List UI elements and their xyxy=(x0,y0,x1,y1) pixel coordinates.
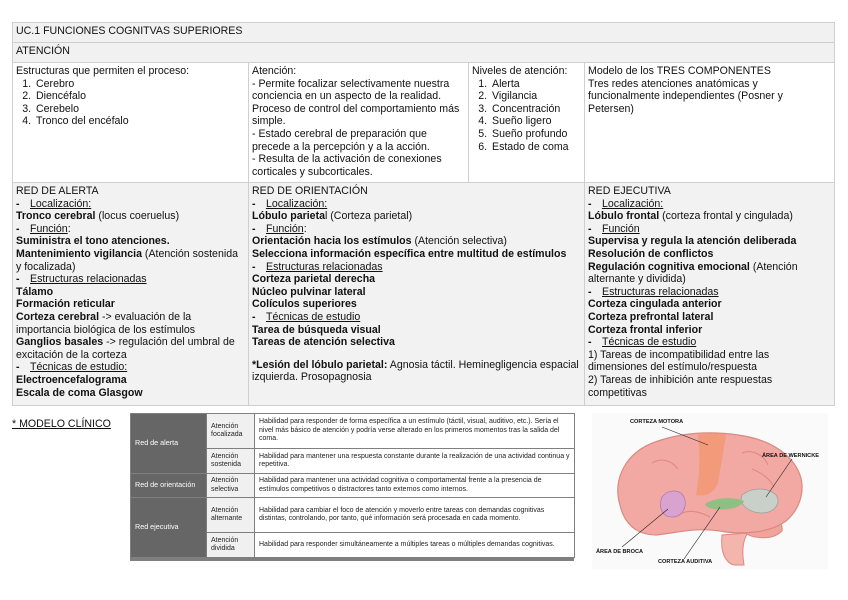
alert-s4-bold: Ganglios basales xyxy=(16,336,104,349)
list-item: 1. Cerebro xyxy=(34,78,245,91)
orient-t1: Tarea de búsqueda visual xyxy=(252,323,381,336)
model-title: Modelo de los TRES COMPONENTES xyxy=(588,65,771,77)
orient-func1-rest: (Atención selectiva) xyxy=(411,235,507,248)
unit-title: UC.1 FUNCIONES COGNITVAS SUPERIORES xyxy=(13,23,835,43)
orient-loc-bold: Lóbulo parieta xyxy=(252,210,325,223)
dash: - xyxy=(588,336,592,349)
list-item: 1. Alerta xyxy=(490,78,581,91)
lesion-bold: *Lesión del lóbulo parietal: xyxy=(252,358,388,371)
alert-tech-label: Técnicas de estudio: xyxy=(30,361,128,374)
dash: - xyxy=(16,273,20,286)
sub-sostenida: Atención sostenida xyxy=(207,449,255,474)
exec-title: RED EJECUTIVA xyxy=(588,185,671,197)
exec-loc-label: Localización: xyxy=(602,197,664,210)
attention-p2: - Estado cerebral de preparación que precede a la percepción y a la acción. xyxy=(252,127,430,153)
exec-func-label: Función xyxy=(602,222,640,235)
list-item: 4. Tronco del encéfalo xyxy=(34,115,245,128)
exec-func3-rest: (Atención alternante y dividida) xyxy=(588,260,798,286)
orient-loc-label: Localización: xyxy=(266,197,328,210)
desc-alternante: Habilidad para cambiar el foco de atención y moverlo entre tareas con demandas cognitivas distintas, controlando, por tanto, qué información será procesada en cada momento. xyxy=(255,498,575,533)
alert-title: RED DE ALERTA xyxy=(16,185,99,197)
broca-area xyxy=(660,491,685,517)
orient-tech-label: Técnicas de estudio xyxy=(266,310,361,323)
list-item: 2. Diencéfalo xyxy=(34,90,245,103)
dash: - xyxy=(588,285,592,298)
alert-loc-rest: (locus coeruelus) xyxy=(95,210,180,223)
exec-func3-bold: Regulación cognitiva emocional xyxy=(588,260,750,273)
broca-label: ÁREA DE BROCA xyxy=(596,549,644,555)
alert-func2-rest: (Atención sostenida y focalizada) xyxy=(16,247,238,273)
clinical-model-table xyxy=(130,413,574,561)
exec-loc-bold: Lóbulo frontal xyxy=(588,210,660,223)
alert-t1: Electroencefalograma xyxy=(16,373,127,386)
exec-struct-label: Estructuras relacionadas xyxy=(602,285,719,298)
alert-loc-label: Localización: xyxy=(30,197,92,210)
list-item: 6. Estado de coma xyxy=(490,141,581,154)
brain-stem xyxy=(722,533,748,565)
attention-table xyxy=(12,22,835,406)
alert-s3-bold: Corteza cerebral xyxy=(16,310,100,323)
dash: - xyxy=(16,222,20,235)
attention-p3: - Resulta de la activación de conexiones corticales y subcorticales. xyxy=(252,153,442,178)
exec-s1: Corteza cingulada anterior xyxy=(588,298,722,311)
desc-selectiva: Habilidad para mantener una actividad cognitiva o comportamental frente a la presencia de estímulos competitivos o distractores tanto externos como internos. xyxy=(255,474,575,498)
alert-s1: Tálamo xyxy=(16,285,54,298)
executive-network-cell xyxy=(585,183,835,406)
alert-func-label: Función xyxy=(30,222,68,235)
structures-cell xyxy=(13,63,249,183)
brain-illustration xyxy=(592,413,828,569)
orient-s3: Colículos superiores xyxy=(252,298,357,311)
orient-func2: Selecciona información específica entre multitud de estímulos xyxy=(252,247,567,260)
orient-title: RED DE ORIENTACIÓN xyxy=(252,185,368,197)
brain-diagram xyxy=(592,413,828,569)
alert-network-cell xyxy=(13,183,249,406)
lesion-rest: Agnosia táctil. Heminegligencia espacial izquierda. Prosopagnosia xyxy=(252,358,579,384)
list-item: 3. Cerebelo xyxy=(34,103,245,116)
list-item: 4. Sueño ligero xyxy=(490,115,581,128)
dash: - xyxy=(252,260,256,273)
desc-focalizada: Habilidad para responder de forma específica a un estímulo (táctil, visual, auditivo, etc.). Sería el nivel más básico de atención y podría verse alterado en los primeros momentos tras la salida del coma. xyxy=(255,414,575,449)
section-title: ATENCIÓN xyxy=(13,43,835,63)
sub-dividida: Atención dividida xyxy=(207,533,255,558)
list-item: 5. Sueño profundo xyxy=(490,128,581,141)
list-item: 3. Concentración xyxy=(490,103,581,116)
list-item: 2. Vigilancia xyxy=(490,90,581,103)
group-executive: Red ejecutiva xyxy=(131,498,207,558)
dash: - xyxy=(588,222,592,235)
structures-title: Estructuras que permiten el proceso: xyxy=(16,65,190,77)
orient-t2: Tareas de atención selectiva xyxy=(252,336,395,349)
exec-tech-label: Técnicas de estudio xyxy=(602,336,697,349)
model-cell xyxy=(585,63,835,183)
desc-sostenida: Habilidad para mantener una respuesta constante durante la realización de una actividad continua y repetitiva. xyxy=(255,449,575,474)
alert-s3-rest: -> evaluación de la importancia biológica de los estímulos xyxy=(16,310,196,336)
dash: - xyxy=(16,361,20,374)
exec-t1: 1) Tareas de incompatibilidad entre las dimensiones del estímulo/respuesta xyxy=(588,348,770,374)
alert-s4-rest: -> regulación del umbral de excitación de la corteza xyxy=(16,336,235,361)
orient-s2: Núcleo pulvinar lateral xyxy=(252,285,366,298)
orient-loc-rest: l (Corteza parietal) xyxy=(324,210,413,223)
model-text: Tres redes atenciones anatómicas y funcionalmente independientes (Posner y Petersen) xyxy=(588,77,783,115)
dash: - xyxy=(252,197,256,210)
structures-list xyxy=(16,78,245,128)
exec-t2: 2) Tareas de inhibición ante respuestas competitivas xyxy=(588,373,773,399)
orient-func-label: Función xyxy=(266,222,304,235)
attention-p1: - Permite focalizar selectivamente nuestra conciencia en un aspecto de la realidad. Proceso de control del comportamiento más simple. xyxy=(252,77,460,128)
sub-selectiva: Atención selectiva xyxy=(207,474,255,498)
alert-t2: Escala de coma Glasgow xyxy=(16,386,143,399)
auditory-label: CORTEZA AUDITIVA xyxy=(658,559,713,565)
attention-definition-cell xyxy=(249,63,469,183)
exec-func1: Supervisa y regula la atención deliberada xyxy=(588,235,797,248)
dash: - xyxy=(16,197,20,210)
levels-list xyxy=(472,78,581,154)
sub-focalizada: Atención focalizada xyxy=(207,414,255,449)
levels-title: Niveles de atención: xyxy=(472,65,568,77)
orient-s1: Corteza parietal derecha xyxy=(252,273,376,286)
alert-func2-bold: Mantenimiento vigilancia xyxy=(16,247,142,260)
dash: - xyxy=(252,310,256,323)
dash: - xyxy=(252,222,256,235)
clinical-model-label: * MODELO CLÍNICO xyxy=(12,418,111,430)
colon: : xyxy=(303,222,307,235)
orientation-network-cell xyxy=(249,183,585,406)
exec-loc-rest: (corteza frontal y cingulada) xyxy=(659,210,793,223)
group-orientation: Red de orientación xyxy=(131,474,207,498)
exec-s2: Corteza prefrontal lateral xyxy=(588,310,714,323)
sub-alternante: Atención alternante xyxy=(207,498,255,533)
notes-page xyxy=(12,22,834,406)
alert-struct-label: Estructuras relacionadas xyxy=(30,273,147,286)
alert-s2: Formación reticular xyxy=(16,298,115,311)
orient-func1-bold: Orientación hacia los estímulos xyxy=(252,235,412,248)
alert-func1: Suministra el tono atenciones. xyxy=(16,235,170,248)
exec-func2: Resolución de conflictos xyxy=(588,247,714,260)
alert-loc-bold: Tronco cerebral xyxy=(16,210,96,223)
orient-struct-label: Estructuras relacionadas xyxy=(266,260,383,273)
motor-label: CORTEZA MOTORA xyxy=(630,419,684,425)
group-alert: Red de alerta xyxy=(131,414,207,474)
desc-dividida: Habilidad para responder simultáneamente a múltiples tareas o múltiples demandas cognitivas. xyxy=(255,533,575,558)
levels-cell xyxy=(469,63,585,183)
exec-s3: Corteza frontal inferior xyxy=(588,323,703,336)
attention-title: Atención: xyxy=(252,65,297,77)
colon: : xyxy=(67,222,71,235)
dash: - xyxy=(588,197,592,210)
wernicke-label: ÁREA DE WERNICKE xyxy=(762,453,819,459)
